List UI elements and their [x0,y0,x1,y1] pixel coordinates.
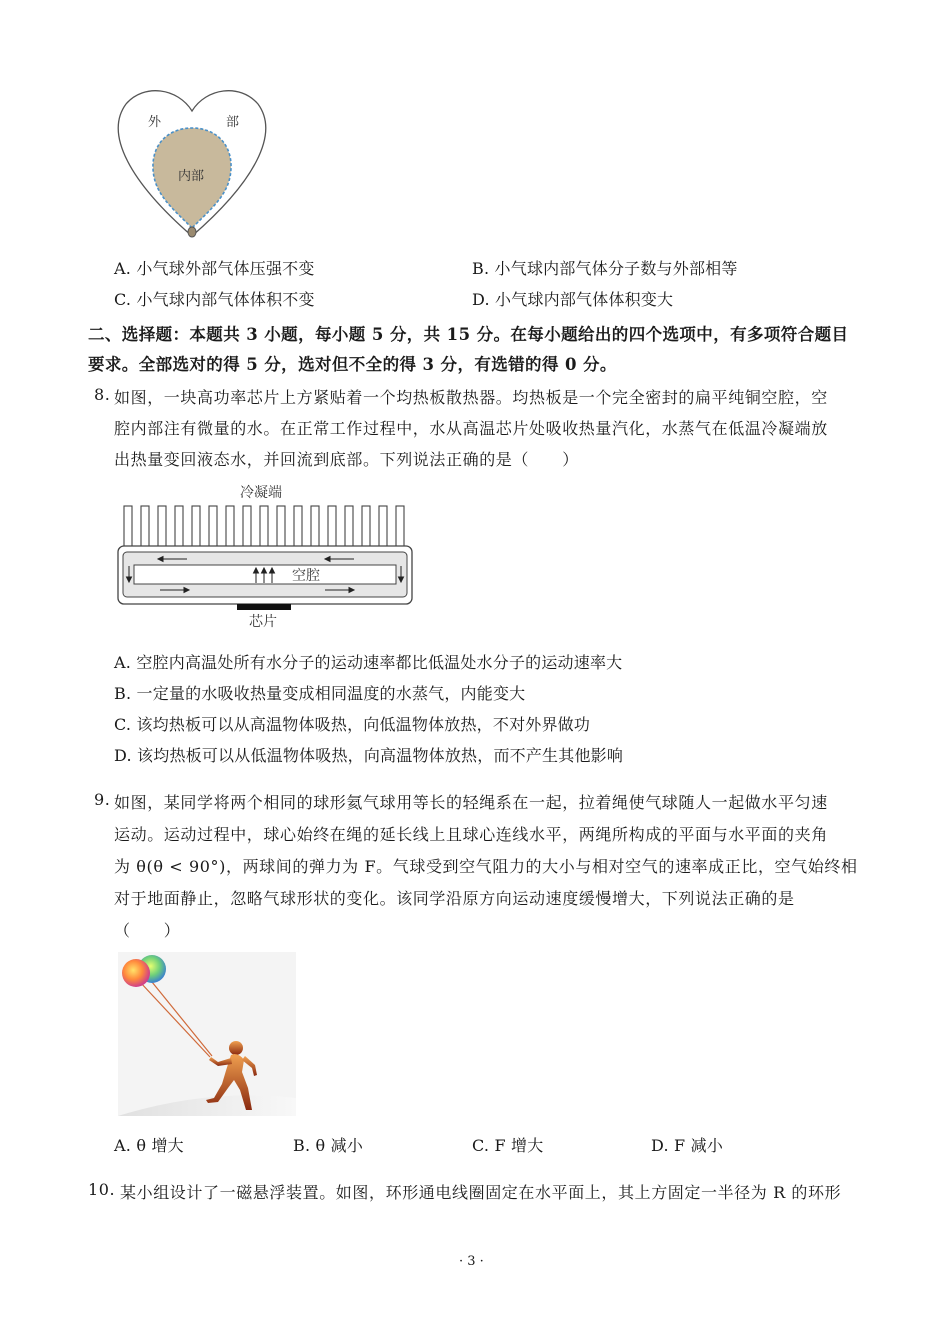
heat-sink-fin [141,506,149,548]
q9-option-b [293,1133,363,1156]
option-letter: C. [472,1136,490,1155]
cavity [134,565,396,584]
heat-sink-fin [362,506,370,548]
q7-option-d [472,287,673,310]
heat-sink-fin [311,506,319,548]
condensing-end-label: 冷凝端 [240,485,282,501]
option-text: 小气球外部气体压强不变 [136,259,315,278]
heat-sink-fin [328,506,336,548]
heat-sink-fin [396,506,404,548]
option-text: F 减小 [674,1136,724,1155]
heat-sink-fin [294,506,302,548]
heat-sink-fin [158,506,166,548]
page-number: · 3 · [459,1254,484,1269]
option-letter: D. [114,746,132,765]
q8-number: 8. [94,385,111,404]
q9-line: 为 θ(θ < 90°)，两球间的弹力为 F。气球受到空气阻力的大小与相对空气的速率成正比，空气始终相 [114,857,858,876]
q9-option-d [651,1133,723,1156]
option-letter: D. [472,290,490,309]
q8-option-d [114,743,623,766]
option-text: θ 减小 [315,1136,364,1155]
option-letter: A. [114,653,132,672]
heat-sink-fin [192,506,200,548]
heat-sink-fins [124,506,404,548]
heat-sink-fin [277,506,285,548]
outer-label-right: 部 [226,115,240,130]
balloon-left [122,959,150,987]
chip-label: 芯片 [249,614,277,630]
option-letter: A. [114,1136,132,1155]
q9-line: （ ） [114,921,181,940]
vapor-chamber-figure [112,480,422,630]
q8-line: 如图，一块高功率芯片上方紧贴着一个均热板散热器。均热板是一个完全密封的扁平纯铜空腔，空 [114,388,828,407]
option-text: 该均热板可以从低温物体吸热，向高温物体放热，而不产生其他影响 [137,746,624,765]
q9-line: 如图，某同学将两个相同的球形氦气球用等长的轻绳系在一起，拉着绳使气球随人一起做水平匀速 [114,793,828,812]
q8-line: 腔内部注有微量的水。在正常工作过程中，水从高温芯片处吸收热量汽化，水蒸气在低温冷凝端放 [114,419,828,438]
option-letter: A. [114,259,132,278]
inner-label: 内部 [178,169,205,184]
q7-option-c [114,287,315,310]
option-letter: C. [114,290,132,309]
runner-balloons-figure [118,952,296,1116]
q8-line: 出热量变回液态水，并回流到底部。下列说法正确的是（ ） [114,450,579,469]
heat-sink-fin [209,506,217,548]
option-letter: D. [651,1136,669,1155]
option-text: 小气球内部气体分子数与外部相等 [494,259,738,278]
heat-sink-fin [345,506,353,548]
q9-line: 对于地面静止，忽略气球形状的变化。该同学沿原方向运动速度缓慢增大，下列说法正确的是 [114,889,795,908]
option-letter: C. [114,715,132,734]
option-text: F 增大 [494,1136,544,1155]
section-heading-line2: 要求。全部选对的得 5 分，选对但不全的得 3 分，有选错的得 0 分。 [88,355,617,374]
option-text: 小气球内部气体体积变大 [495,290,674,309]
q8-option-b [114,681,525,704]
heat-sink-fin [226,506,234,548]
option-text: 空腔内高温处所有水分子的运动速率都比低温处水分子的运动速率大 [136,653,623,672]
option-letter: B. [114,684,132,703]
q10-line: 某小组设计了一磁悬浮装置。如图，环形通电线圈固定在水平面上，其上方固定一半径为 R 的环形 [120,1183,842,1202]
q9-number: 9. [94,790,111,809]
outer-label-left: 外 [148,115,162,130]
cavity-label: 空腔 [292,568,320,584]
q8-option-a [114,650,622,673]
heat-sink-fin [243,506,251,548]
heat-sink-fin [124,506,132,548]
heat-sink-fin [260,506,268,548]
q9-option-a [114,1133,184,1156]
q8-option-c [114,712,590,735]
option-text: 小气球内部气体体积不变 [136,290,315,309]
q7-option-a [114,256,315,279]
balloon-knot [188,227,196,237]
q10-number: 10. [88,1180,116,1199]
heat-sink-fin [379,506,387,548]
option-letter: B. [293,1136,311,1155]
q7-option-b [472,256,738,279]
section-heading-line1: 二、选择题：本题共 3 小题，每小题 5 分，共 15 分。在每小题给出的四个选项中，有多项符合题目 [88,325,849,344]
option-text: 一定量的水吸收热量变成相同温度的水蒸气，内能变大 [136,684,526,703]
option-text: 该均热板可以从高温物体吸热，向低温物体放热，不对外界做功 [136,715,591,734]
option-text: θ 增大 [136,1136,184,1155]
chip [237,604,291,610]
heat-sink-fin [175,506,183,548]
balloon-figure [112,86,272,242]
q9-line: 运动。运动过程中，球心始终在绳的延长线上且球心连线水平，两绳所构成的平面与水平面的夹角 [114,825,828,844]
option-letter: B. [472,259,490,278]
q9-option-c [472,1133,543,1156]
